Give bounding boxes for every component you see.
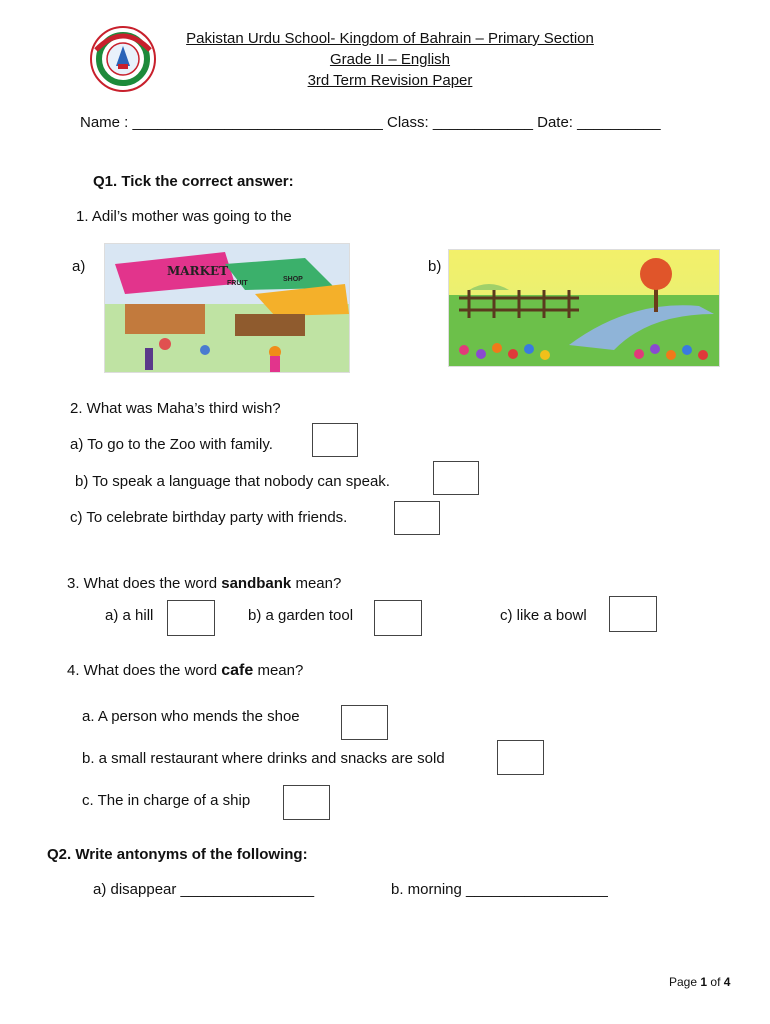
q1-item4-option-b: b. a small restaurant where drinks and snacks are sold [82,750,445,767]
q1-item2-option-b: b) To speak a language that nobody can speak. [75,473,390,490]
class-label: Class: [386,114,429,131]
market-sign-text: MARKET [167,264,229,278]
fruit-sign-text: FRUIT [227,280,248,287]
q1-item1-opt-b: b) [428,258,442,275]
park-image[interactable] [448,249,720,367]
q2-item-disappear[interactable]: a) disappear ________________ [93,881,315,898]
q1-item4-option-b-checkbox[interactable] [497,740,544,775]
q1-item3-text: 3. What does the word sandbank mean? [67,575,342,592]
q1-item4-text: 4. What does the word cafe mean? [67,662,304,679]
q1-item3-option-c: c) like a bowl [500,607,587,624]
q1-item1-text: 1. Adil’s mother was going to the [76,208,292,225]
q1-item2-option-b-checkbox[interactable] [433,461,479,495]
shop-sign-text: SHOP [283,276,303,283]
grade-title: Grade II – English [329,51,451,68]
market-image[interactable] [104,243,350,373]
q1-item1-opt-a: a) [72,258,86,275]
class-field[interactable]: ____________ [432,114,533,131]
q1-item4-option-a-checkbox[interactable] [341,705,388,740]
q1-item4-option-c-checkbox[interactable] [283,785,330,820]
word-cafe: cafe [221,662,254,679]
park-illustration [449,250,719,366]
date-field[interactable]: __________ [577,114,661,131]
q2-item-morning[interactable]: b. morning _________________ [391,881,608,898]
q1-item4-option-c: c. The in charge of a ship [82,792,251,809]
q1-item3-option-c-checkbox[interactable] [609,596,657,632]
q1-item2-option-c: c) To celebrate birthday party with friends. [70,509,348,526]
q1-item3-option-b: b) a garden tool [248,607,354,624]
school-title: Pakistan Urdu School- Kingdom of Bahrain – Primary Section [186,30,594,47]
q1-item2-option-a-checkbox[interactable] [312,423,358,457]
page-number: Page 1 of 4 [669,975,731,989]
q1-item4-option-a: a. A person who mends the shoe [82,708,300,725]
q1-item3-option-a: a) a hill [105,607,154,624]
info-line [80,114,661,131]
q1-heading: Q1. Tick the correct answer: [93,173,294,190]
q1-item3-option-b-checkbox[interactable] [374,600,422,636]
q1-item2-option-a: a) To go to the Zoo with family. [70,436,273,453]
term-title: 3rd Term Revision Paper [307,72,473,89]
date-label: Date: [537,114,573,131]
q1-item2-text: 2. What was Maha’s third wish? [70,400,281,417]
q2-heading: Q2. Write antonyms of the following: [47,846,308,863]
name-field[interactable]: ______________________________ [132,114,383,131]
q1-item3-option-a-checkbox[interactable] [167,600,215,636]
word-sandbank: sandbank [221,575,292,592]
name-label: Name : [80,114,129,131]
q1-item2-option-c-checkbox[interactable] [394,501,440,535]
